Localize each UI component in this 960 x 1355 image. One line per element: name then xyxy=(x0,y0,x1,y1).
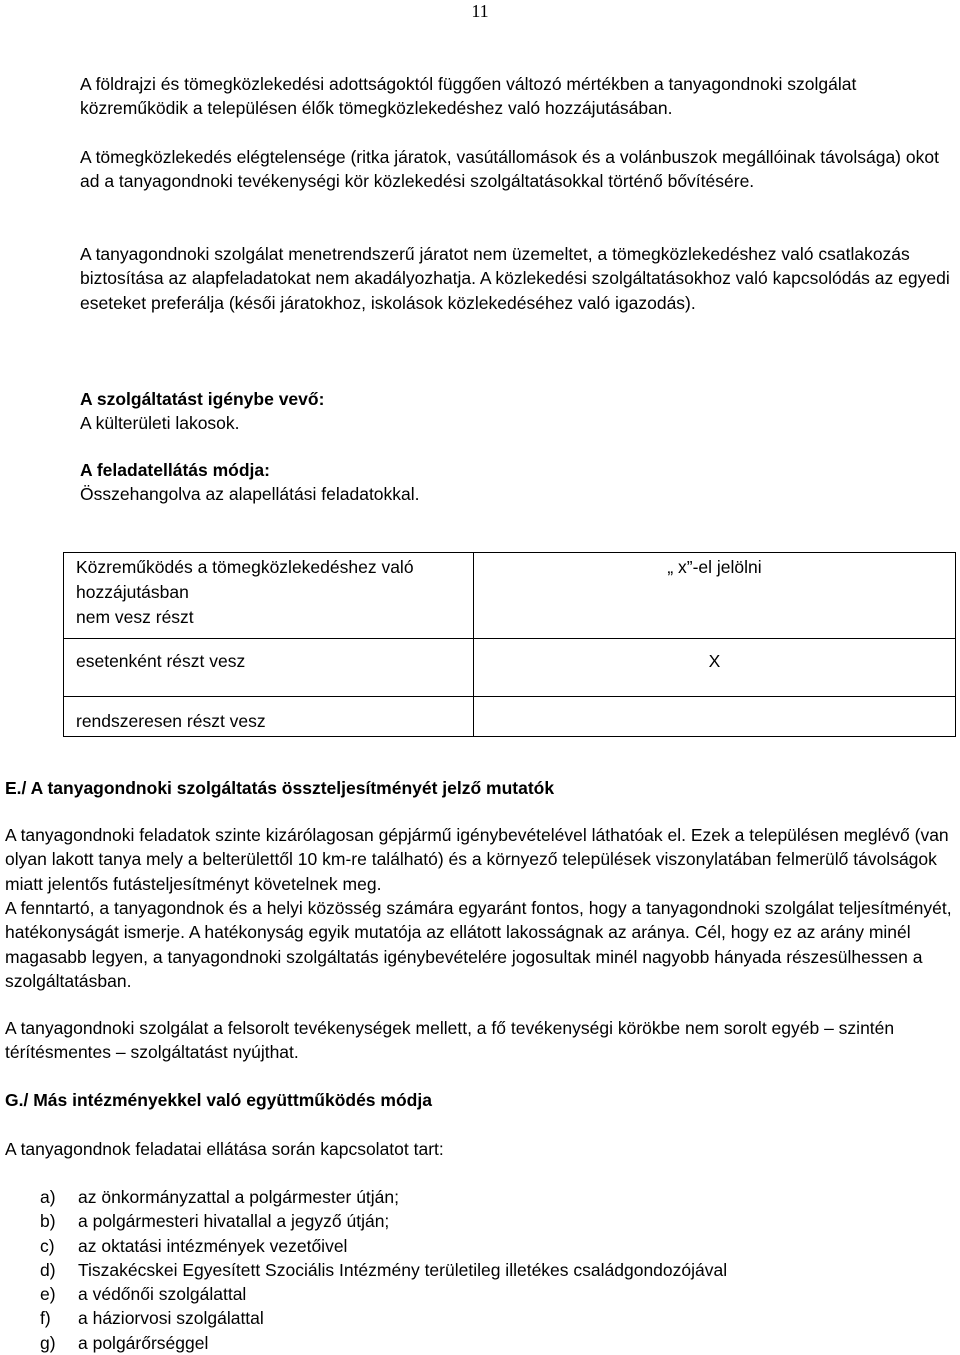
table-row xyxy=(64,697,956,737)
table-cell-mark: X xyxy=(474,639,956,697)
section-e-heading: E./ A tanyagondnoki szolgáltatás összteljesítményét jelző mutatók xyxy=(5,778,555,798)
table-cell-label: rendszeresen részt vesz xyxy=(64,697,474,737)
contact-list xyxy=(40,1185,950,1355)
table-cell-label: esetenként részt vesz xyxy=(64,639,474,697)
section-e-paragraph-1: A tanyagondnoki feladatok szinte kizárólagosan gépjármű igénybevételével láthatóak el. Ezek a településen meglévő (van olyan lakott tanya mely a belterülettől 10 km-re található) és a környező települések viszonylatában felmerülő távolságok miatt jelentős futásteljesítményt követelnek meg. xyxy=(5,825,949,894)
table-header-left: Közreműködés a tömegközlekedéshez való hozzájutásban nem vesz részt xyxy=(64,553,474,639)
section-g-heading: G./ Más intézményekkel való együttműködés módja xyxy=(5,1090,432,1110)
intro-paragraph-1: A földrajzi és tömegközlekedési adottságoktól függően változó mértékben a tanyagondnoki szolgálat közreműködik a településen élők tömegközlekedéshez való hozzájutásában. xyxy=(80,74,857,119)
table-row xyxy=(64,639,956,697)
mode-heading: A feladatellátás módja: xyxy=(80,460,270,480)
list-item: d) Tiszakécskei Egyesített Szociális Intézmény területileg illetékes családgondozójával xyxy=(40,1259,728,1280)
participation-table xyxy=(63,552,956,737)
table-row xyxy=(64,553,956,639)
intro-paragraph-3: A tanyagondnoki szolgálat menetrendszerű járatot nem üzemeltet, a tömegközlekedéshez való csatlakozás biztosítása az alapfeladatokat nem akadályozhatja. A közlekedési szolgáltatásokhoz való kapcsolódás az egyedi eseteket preferálja (késői járatokhoz, iskolások közlekedéséhez való igazodás). xyxy=(80,244,950,313)
list-item: b) a polgármesteri hivatallal a jegyző útján; xyxy=(40,1211,390,1232)
list-item: a) az önkormányzattal a polgármester útján; xyxy=(40,1187,399,1207)
mode-text: Összehangolva az alapellátási feladatokkal. xyxy=(80,484,420,505)
recipient-text: A külterületi lakosok. xyxy=(80,413,240,434)
list-item: g) a polgárőrséggel xyxy=(40,1332,209,1353)
table-header-right: „ x”-el jelölni xyxy=(474,553,956,639)
section-g-intro: A tanyagondnok feladatai ellátása során kapcsolatot tart: xyxy=(5,1139,444,1159)
list-item: f) a háziorvosi szolgálattal xyxy=(40,1308,264,1329)
intro-paragraph-2: A tömegközlekedés elégtelensége (ritka járatok, vasútállomások és a volánbuszok megállóinak távolsága) okot ad a tanyagondnoki tevékenységi kör közlekedési szolgáltatásokkal történő bővítésére. xyxy=(80,147,939,192)
section-e-paragraph-3: A tanyagondnoki szolgálat a felsorolt tevékenységek mellett, a fő tevékenységi körökbe nem sorolt egyéb – szintén térítésmentes – szolgáltatást nyújthat. xyxy=(5,1018,895,1063)
section-e-paragraph-2: A fenntartó, a tanyagondnok és a helyi közösség számára egyaránt fontos, hogy a tanyagondnoki szolgálat teljesítményét, hatékonyságát ismerje. A hatékonyság egyik mutatója az ellátott lakosságnak az aránya. Cél, hogy ez az arány minél magasabb legyen, a tanyagondnoki szolgáltatás igénybevételére jogosultak minél nagyobb hányada részesülhessen a szolgáltatásban. xyxy=(5,898,952,991)
recipient-section xyxy=(80,387,950,436)
list-item: c) az oktatási intézmények vezetőivel xyxy=(40,1235,348,1256)
page-number: 11 xyxy=(471,1,489,21)
list-item: e) a védőnői szolgálattal xyxy=(40,1284,247,1305)
recipient-heading: A szolgáltatást igénybe vevő: xyxy=(80,389,325,409)
mode-section xyxy=(80,458,950,507)
table-cell-mark xyxy=(474,697,956,737)
